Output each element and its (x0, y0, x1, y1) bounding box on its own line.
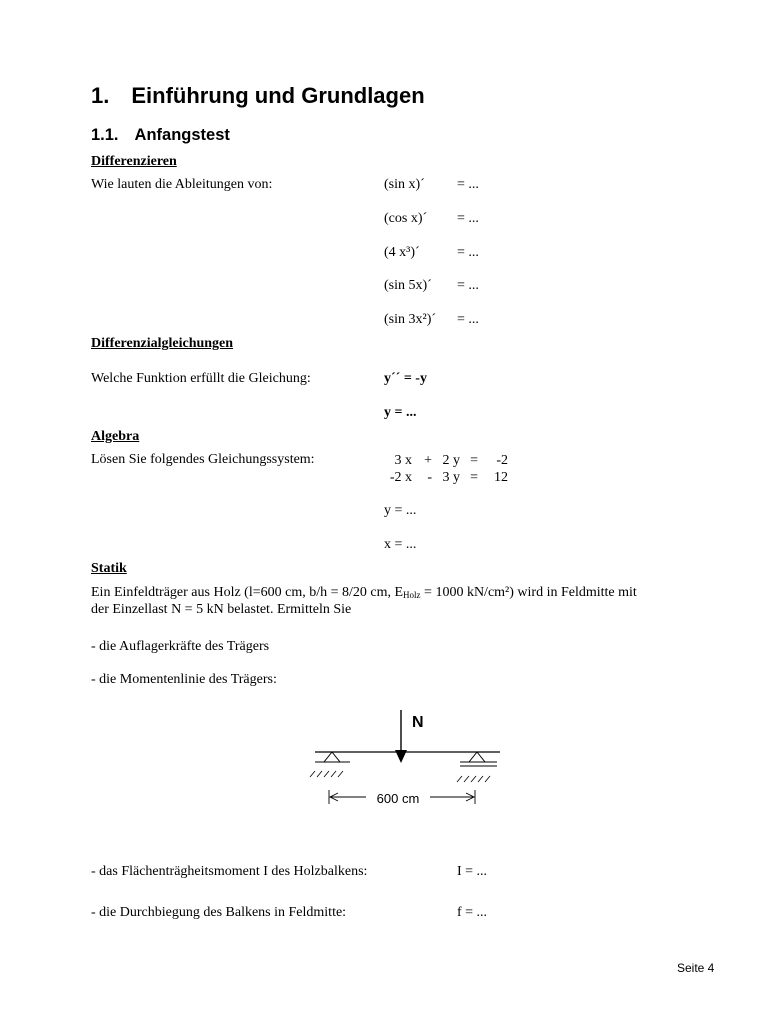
dgl-heading: Differenzialgleichungen (91, 336, 234, 351)
eq1-term2: 2 y (442, 453, 460, 468)
section-title: Anfangstest (134, 126, 230, 144)
statik-answer-4: f = ... (457, 905, 488, 920)
load-label: N (412, 714, 424, 731)
derivative-expr-3: (4 x³)´ (384, 245, 420, 260)
chapter-heading (91, 85, 425, 107)
statik-heading: Statik (91, 561, 127, 576)
derivative-answer-3: = ... (457, 245, 479, 260)
algebra-heading: Algebra (91, 429, 140, 444)
differenzieren-question: Wie lauten die Ableitungen von: (91, 177, 273, 192)
eq2-op: - (427, 470, 432, 485)
differenzieren-heading: Differenzieren (91, 154, 177, 169)
section-heading (91, 127, 230, 144)
derivative-expr-5: (sin 3x²)´ (384, 312, 437, 327)
algebra-answer-y: y = ... (384, 503, 417, 518)
statik-text-b: = 1000 kN/cm²) wird in Feldmitte mit (420, 585, 637, 600)
page-number: Seite 4 (677, 961, 715, 975)
eq2-term2: 3 y (442, 470, 460, 485)
dgl-equation: y´´ = -y (384, 371, 427, 386)
left-support-icon (310, 752, 350, 777)
load-arrow-icon (395, 710, 407, 763)
chapter-number: 1. (91, 83, 110, 108)
eq1-term1: 3 x (394, 453, 412, 468)
derivative-answer-4: = ... (457, 278, 479, 293)
statik-text-a: Ein Einfeldträger aus Holz (l=600 cm, b/h = 8/20 cm, E (91, 585, 404, 600)
algebra-question: Lösen Sie folgendes Gleichungssystem: (91, 452, 315, 467)
eq2-rhs: 12 (494, 470, 508, 485)
derivative-answer-1: = ... (457, 177, 479, 192)
statik-task-3: - das Flächenträgheitsmoment I des Holzbalkens: (91, 864, 368, 879)
statik-task-2: - die Momentenlinie des Trägers: (91, 672, 277, 687)
eq2-equals: = (470, 470, 478, 485)
span-label: 600 cm (376, 791, 420, 806)
eq1-equals: = (470, 453, 478, 468)
algebra-answer-x: x = ... (384, 537, 417, 552)
statik-description (91, 584, 711, 618)
right-support-icon (457, 752, 497, 782)
statik-text-sub: Holz (403, 590, 421, 600)
derivative-expr-1: (sin x)´ (384, 177, 425, 192)
eq1-rhs: -2 (496, 453, 508, 468)
derivative-expr-2: (cos x)´ (384, 211, 428, 226)
derivative-answer-2: = ... (457, 211, 479, 226)
section-number: 1.1. (91, 126, 119, 144)
beam-diagram (300, 700, 520, 815)
dgl-question: Welche Funktion erfüllt die Gleichung: (91, 371, 311, 386)
statik-answer-3: I = ... (457, 864, 488, 879)
eq2-term1: -2 x (389, 470, 412, 485)
equation-system (384, 452, 508, 486)
chapter-title: Einführung und Grundlagen (131, 83, 425, 108)
statik-task-1: - die Auflagerkräfte des Trägers (91, 639, 270, 654)
statik-task-4: - die Durchbiegung des Balkens in Feldmitte: (91, 905, 347, 920)
statik-text-line2: der Einzellast N = 5 kN belastet. Ermitteln Sie (91, 602, 352, 617)
derivative-expr-4: (sin 5x)´ (384, 278, 432, 293)
derivative-answer-5: = ... (457, 312, 479, 327)
eq1-op: + (424, 453, 432, 468)
dgl-answer: y = ... (384, 405, 417, 420)
